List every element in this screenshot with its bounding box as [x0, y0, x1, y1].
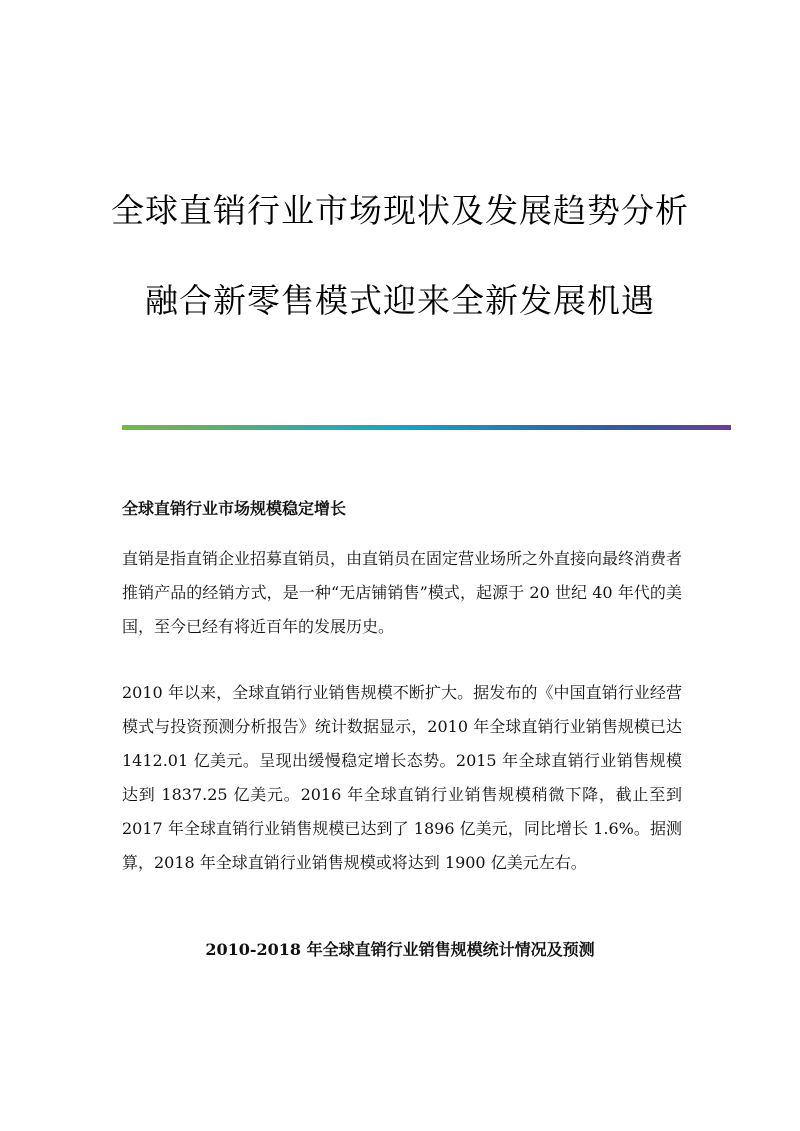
document-title-line-2: 融合新零售模式迎来全新发展机遇: [145, 281, 655, 320]
body-paragraph-1: 直销是指直销企业招募直销员，由直销员在固定营业场所之外直接向最终消费者推销产品的经销方式，是一种“无店铺销售”模式，起源于 20 世纪 40 年代的美国，至今已经有将近百年的发展历史。: [122, 549, 683, 636]
body-paragraph-2: 2010 年以来，全球直销行业销售规模不断扩大。据发布的《中国直销行业经营模式与投资预测分析报告》统计数据显示，2010 年全球直销行业销售规模已达 1412.01 亿美元。呈现出缓慢稳定增长态势。2015 年全球直销行业销售规模达到 1837.25 亿美元。2016 年全球直销行业销售规模稍微下降，截止至到 2017 年全球直销行业销售规模已达到了 1896 亿美元，同比增长 1.6%。据测算，2018 年全球直销行业销售规模或将达到 1900 亿美元左右。: [122, 683, 682, 872]
document-title-line-1: 全球直销行业市场现状及发展趋势分析: [111, 191, 689, 230]
gradient-divider: [122, 425, 731, 430]
section-heading: 全球直销行业市场规模稳定增长: [122, 499, 347, 518]
table-caption: 2010-2018 年全球直销行业销售规模统计情况及预测: [205, 940, 595, 959]
